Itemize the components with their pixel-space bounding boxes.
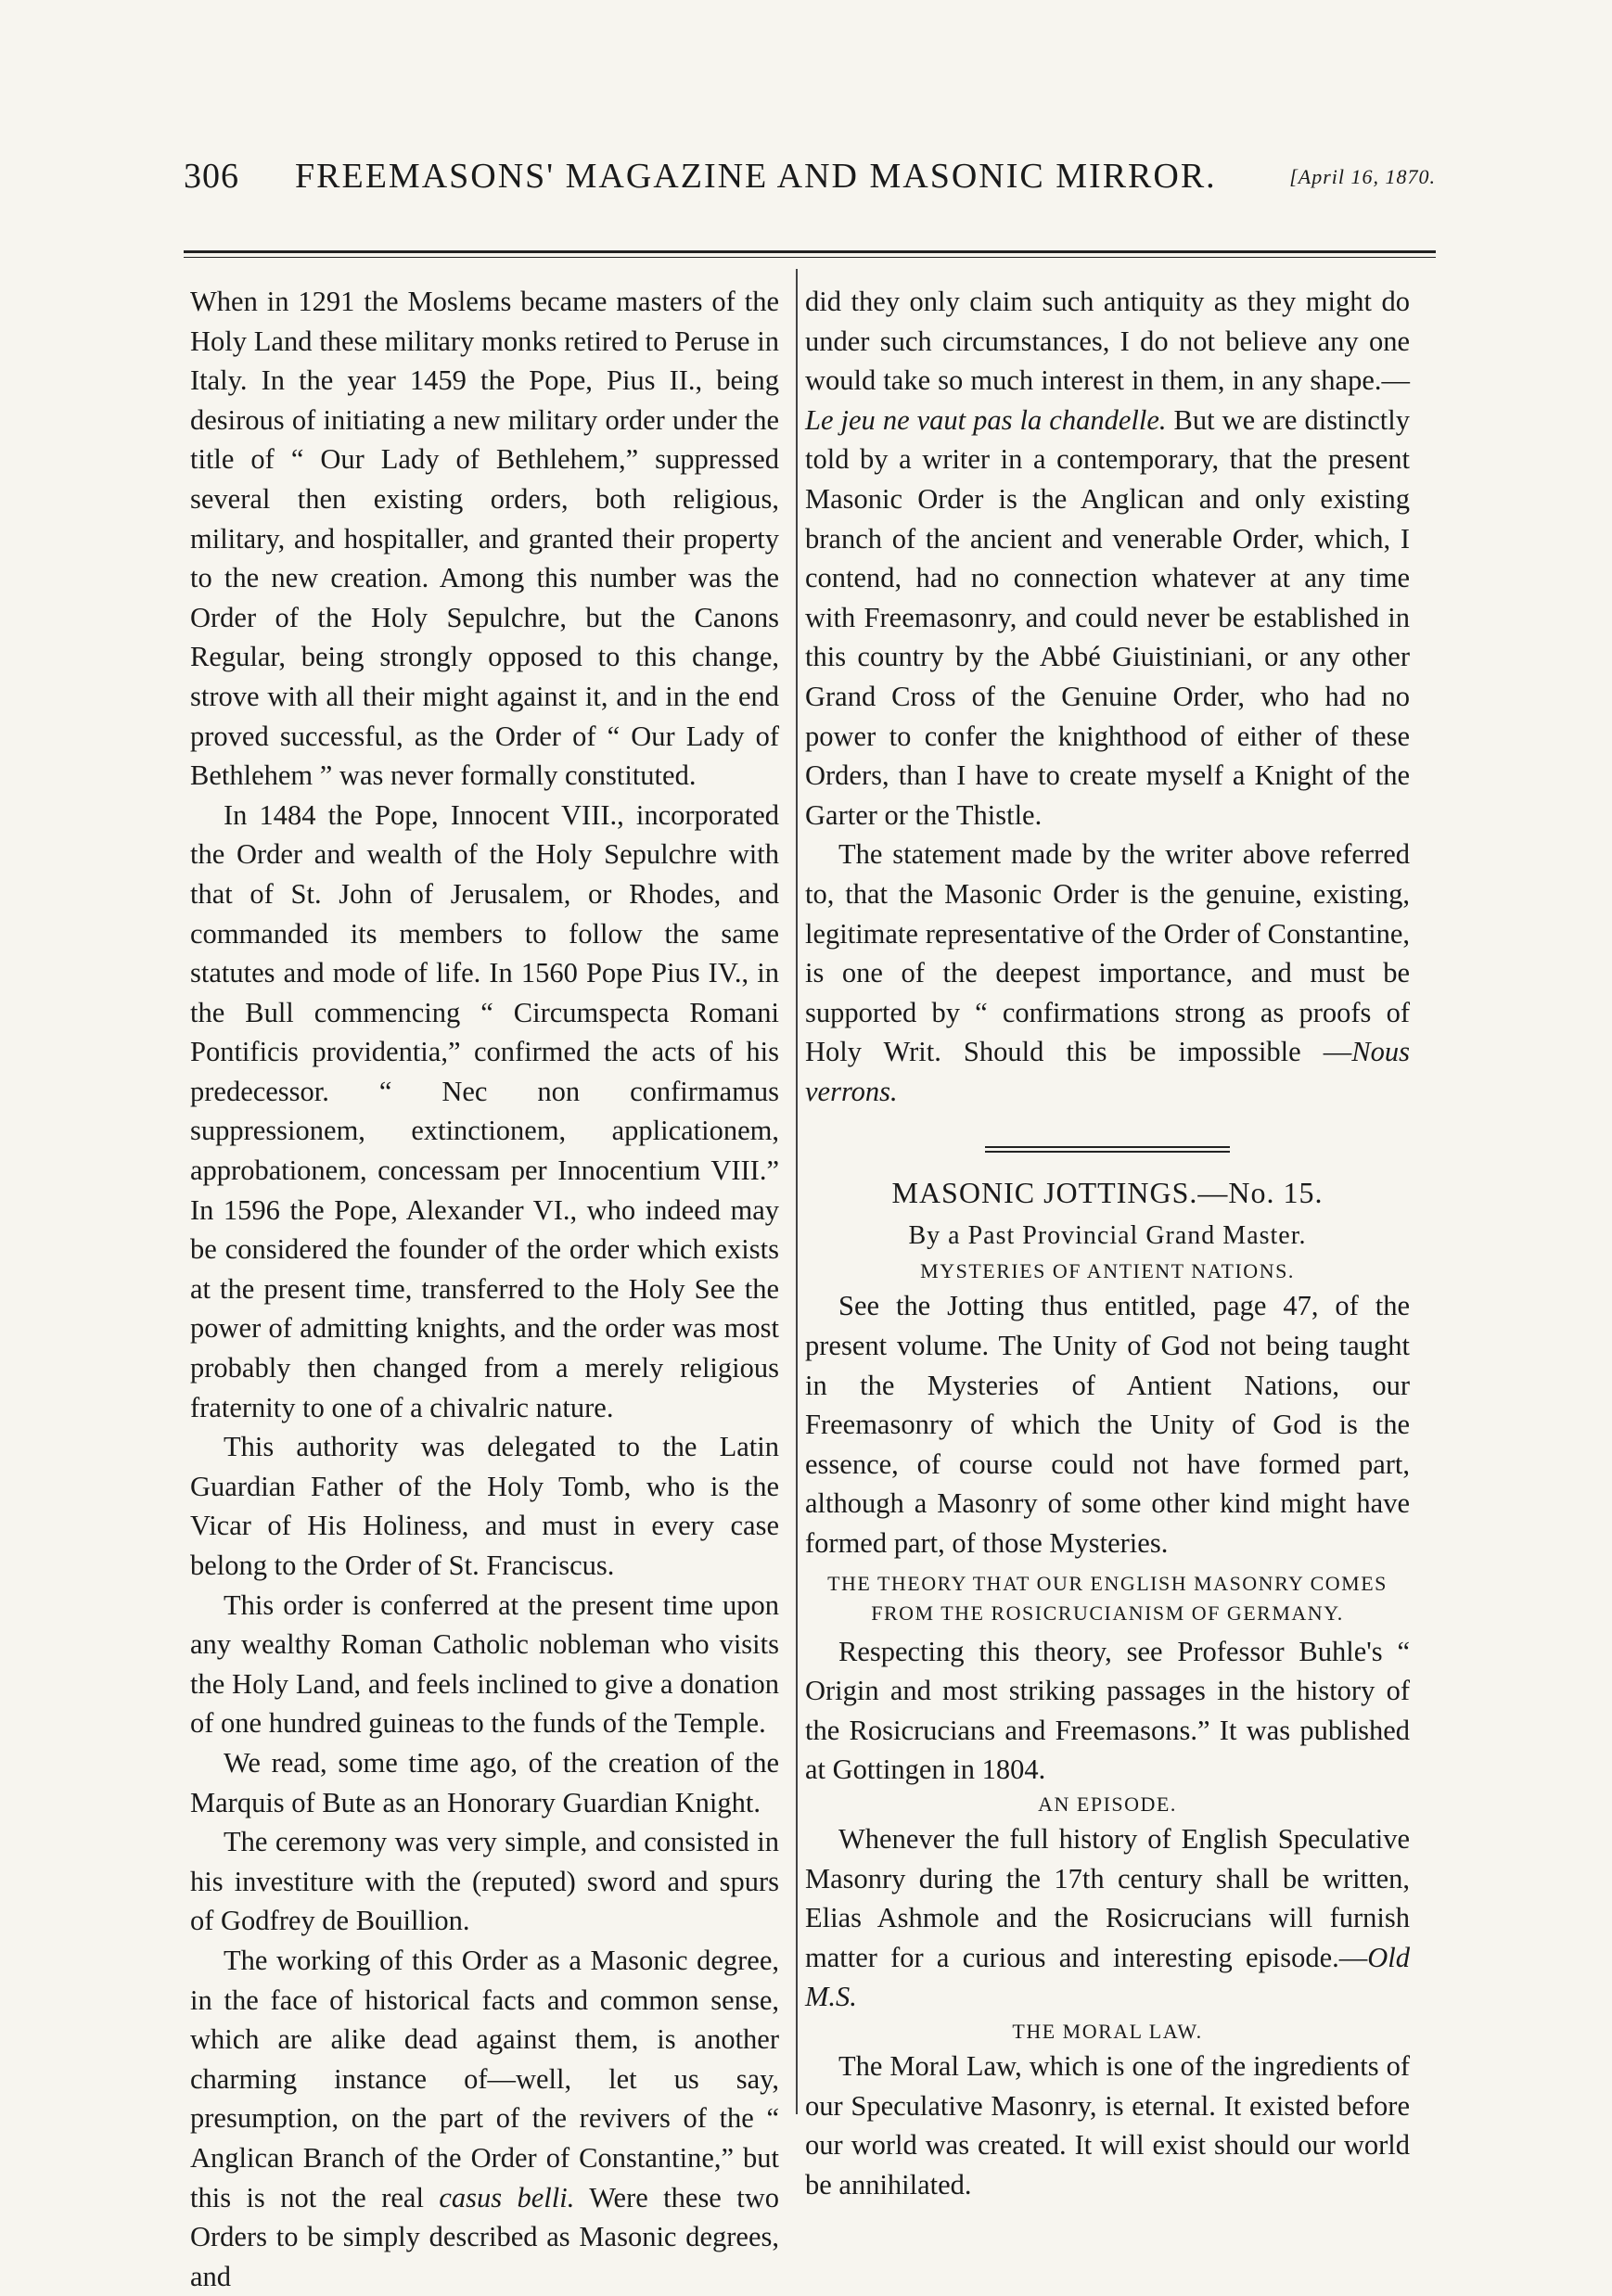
- left-paragraph-7-text-b: Were these two Orders to be simply described as Masonic degrees, and: [190, 2181, 779, 2292]
- right-paragraph-1-italic: Le jeu ne vaut pas la chandelle.: [805, 403, 1167, 436]
- right-paragraph-1: [805, 282, 1410, 835]
- left-paragraph-7-italic: casus belli.: [439, 2181, 575, 2213]
- right-paragraph-3: See the Jotting thus entitled, page 47, of the present volume. The Unity of God not being taught in the Mysteries of Antient Nations, our Freemasonry of which the Unity of God is the essence, of course could not have formed part, although a Masonry of some other kind might have formed part, of those Mysteries.: [805, 1290, 1410, 1560]
- section-divider: [985, 1146, 1230, 1153]
- right-paragraph-1-text-b: But we are distinctly told by a writer in a contemporary, that the present Masonic Order is the Anglican and only existing branch of the ancient and venerable Order, which, I contend, had no connection whatever at any time with Freemasonry, and could never be established in this country by the Abbé Giuistiniani, or any other Grand Cross of the Genuine Order, who had no power to confer the knighthood of either of these Orders, than I have to create myself a Knight of the Garter or the Thistle.: [805, 403, 1410, 831]
- right-paragraph-5-text: Whenever the full history of English Speculative Masonry during the 17th century shall be written, Elias Ashmole and the Rosicrucians will furnish matter for a curious and interesting episode.—: [805, 1823, 1410, 1973]
- jottings-byline: By a Past Provincial Grand Master.: [908, 1221, 1307, 1251]
- left-paragraph-5: We read, some time ago, of the creation of the Marquis of Bute as an Honorary Guardian Knight.: [190, 1746, 779, 1818]
- subheading-theory: THE THEORY THAT OUR ENGLISH MASONRY COMES FROM THE ROSICRUCIANISM OF GERMANY.: [827, 1571, 1388, 1625]
- subheading-moral-law: THE MORAL LAW.: [1012, 2019, 1203, 2043]
- right-paragraph-2-italic: Nous verrons.: [805, 1036, 1410, 1107]
- section-divider-line: [985, 1146, 1230, 1148]
- left-paragraph-1: When in 1291 the Moslems became masters of the Holy Land these military monks retired to Peruse in Italy. In the year 1459 the Pope, Pius II., being desirous of initiating a new military order under the title of “ Our Lady of Bethlehem,” suppressed several then existing orders, both religious, military, and hospitaller, and granted their property to the new creation. Among this number was the Order of the Holy Sepulchre, but the Canons Regular, being strongly opposed to this change, strove with all their might against it, and in the end proved successful, as the Order of “ Our Lady of Bethlehem ” was never formally constituted.: [190, 286, 779, 792]
- right-paragraph-2-text: The statement made by the writer above referred to, that the Masonic Order is the genuine, existing, legitimate representative of the Order of Constantine, is one of the deepest importance, and must be supported by “ confirmations strong as proofs of Holy Writ. Should this be impossible —: [805, 838, 1410, 1068]
- left-paragraph-7-text-a: The working of this Order as a Masonic degree, in the face of historical facts and common sense, which are alike dead against them, is another charming instance of—well, let us say, presumption, on the part of the revivers of the “ Anglican Branch of the Order of Constantine,” but this is not the real: [190, 1944, 779, 2213]
- subheading-mysteries: MYSTERIES OF ANTIENT NATIONS.: [920, 1259, 1295, 1283]
- right-paragraph-2: [805, 835, 1410, 1111]
- header-rule-thick: [184, 250, 1436, 253]
- page-number: 306: [184, 157, 239, 196]
- left-paragraph-3: This authority was delegated to the Latin Guardian Father of the Holy Tomb, who is the Vicar of His Holiness, and must in every case belong to the Order of St. Franciscus.: [190, 1431, 779, 1581]
- right-paragraph-6: The Moral Law, which is one of the ingredients of our Speculative Masonry, is eternal. It existed before our world was created. It will exist should our world be annihilated.: [805, 2049, 1410, 2200]
- issue-date: [April 16, 1870.: [1289, 165, 1436, 188]
- left-paragraph-2: In 1484 the Pope, Innocent VIII., incorporated the Order and wealth of the Holy Sepulchre with that of St. John of Jerusalem, or Rhodes, and commanded its members to follow the same statutes and mode of life. In 1560 Pope Pius IV., in the Bull commencing “ Circumspecta Romani Pontificis providentia,” confirmed the acts of his predecessor. “ Nec non confirmamus suppressionem, extinctionem, applicationem, approbationem, concessam per Innocentium VIII.” In 1596 the Pope, Alexander VI., who indeed may be considered the founder of the order which exists at the present time, transferred to the Holy See the power of admitting knights, and the order was most probably then changed from a merely religious fraternity to one of a chivalric nature.: [190, 798, 779, 1423]
- left-paragraph-7: [190, 1941, 779, 2296]
- right-paragraph-1-text-a: did they only claim such antiquity as they might do under such circumstances, I do not believe any one would take so much interest in them, in any shape.—: [805, 286, 1410, 397]
- section-divider-line: [985, 1151, 1230, 1153]
- right-paragraph-4: Respecting this theory, see Professor Buhle's “ Origin and most striking passages in the history of the Rosicrucians and Freemasons.” It was published at Gottingen in 1804.: [805, 1635, 1410, 1786]
- running-title: FREEMASONS' MAGAZINE AND MASONIC MIRROR.: [295, 157, 1217, 196]
- page-header: [184, 156, 1436, 211]
- left-paragraph-4: This order is conferred at the present time upon any wealthy Roman Catholic nobleman who visits the Holy Land, and feels inclined to give a donation of one hundred guineas to the funds of the Temple.: [190, 1588, 779, 1740]
- right-paragraph-5-italic: Old M.S.: [805, 1941, 1410, 2013]
- right-paragraph-5: [805, 1819, 1410, 2017]
- right-column: [805, 282, 1410, 2204]
- subheading-episode: AN EPISODE.: [1038, 1792, 1177, 1816]
- left-paragraph-6: The ceremony was very simple, and consisted in his investiture with the (reputed) sword and spurs of Godfrey de Bouillion.: [190, 1826, 779, 1937]
- jottings-title: MASONIC JOTTINGS.—No. 15.: [891, 1176, 1324, 1210]
- left-column: [190, 282, 779, 2296]
- header-rule-thin: [184, 257, 1436, 258]
- column-divider: [796, 269, 798, 2114]
